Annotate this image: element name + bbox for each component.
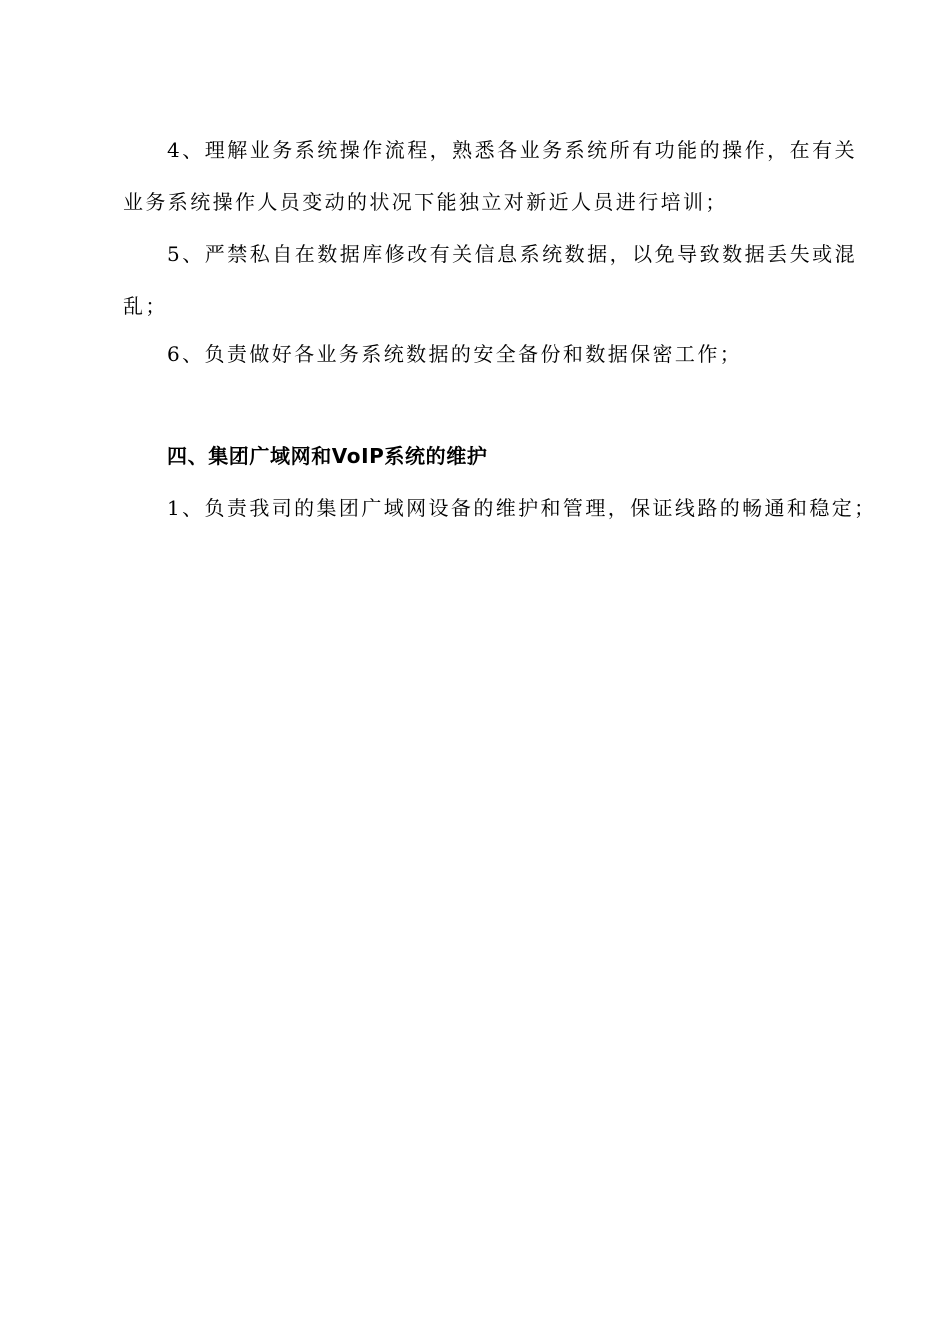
item-6-line-1: 6、负责做好各业务系统数据的安全备份和数据保密工作；	[167, 342, 743, 366]
item-5-line-1: 5、严禁私自在数据库修改有关信息系统数据，以免导致数据丢失或混	[167, 242, 858, 266]
item-5-line-2: 乱；	[123, 294, 168, 318]
item-4-line-2: 业务系统操作人员变动的状况下能独立对新近人员进行培训；	[123, 190, 728, 214]
item-4-line-1: 4、理解业务系统操作流程，熟悉各业务系统所有功能的操作，在有关	[167, 138, 858, 162]
section-4-item-1-line-1: 1、负责我司的集团广域网设备的维护和管理，保证线路的畅通和稳定；	[167, 496, 877, 520]
section-heading-4: 四、集团广域网和VoIP系统的维护	[167, 444, 488, 468]
